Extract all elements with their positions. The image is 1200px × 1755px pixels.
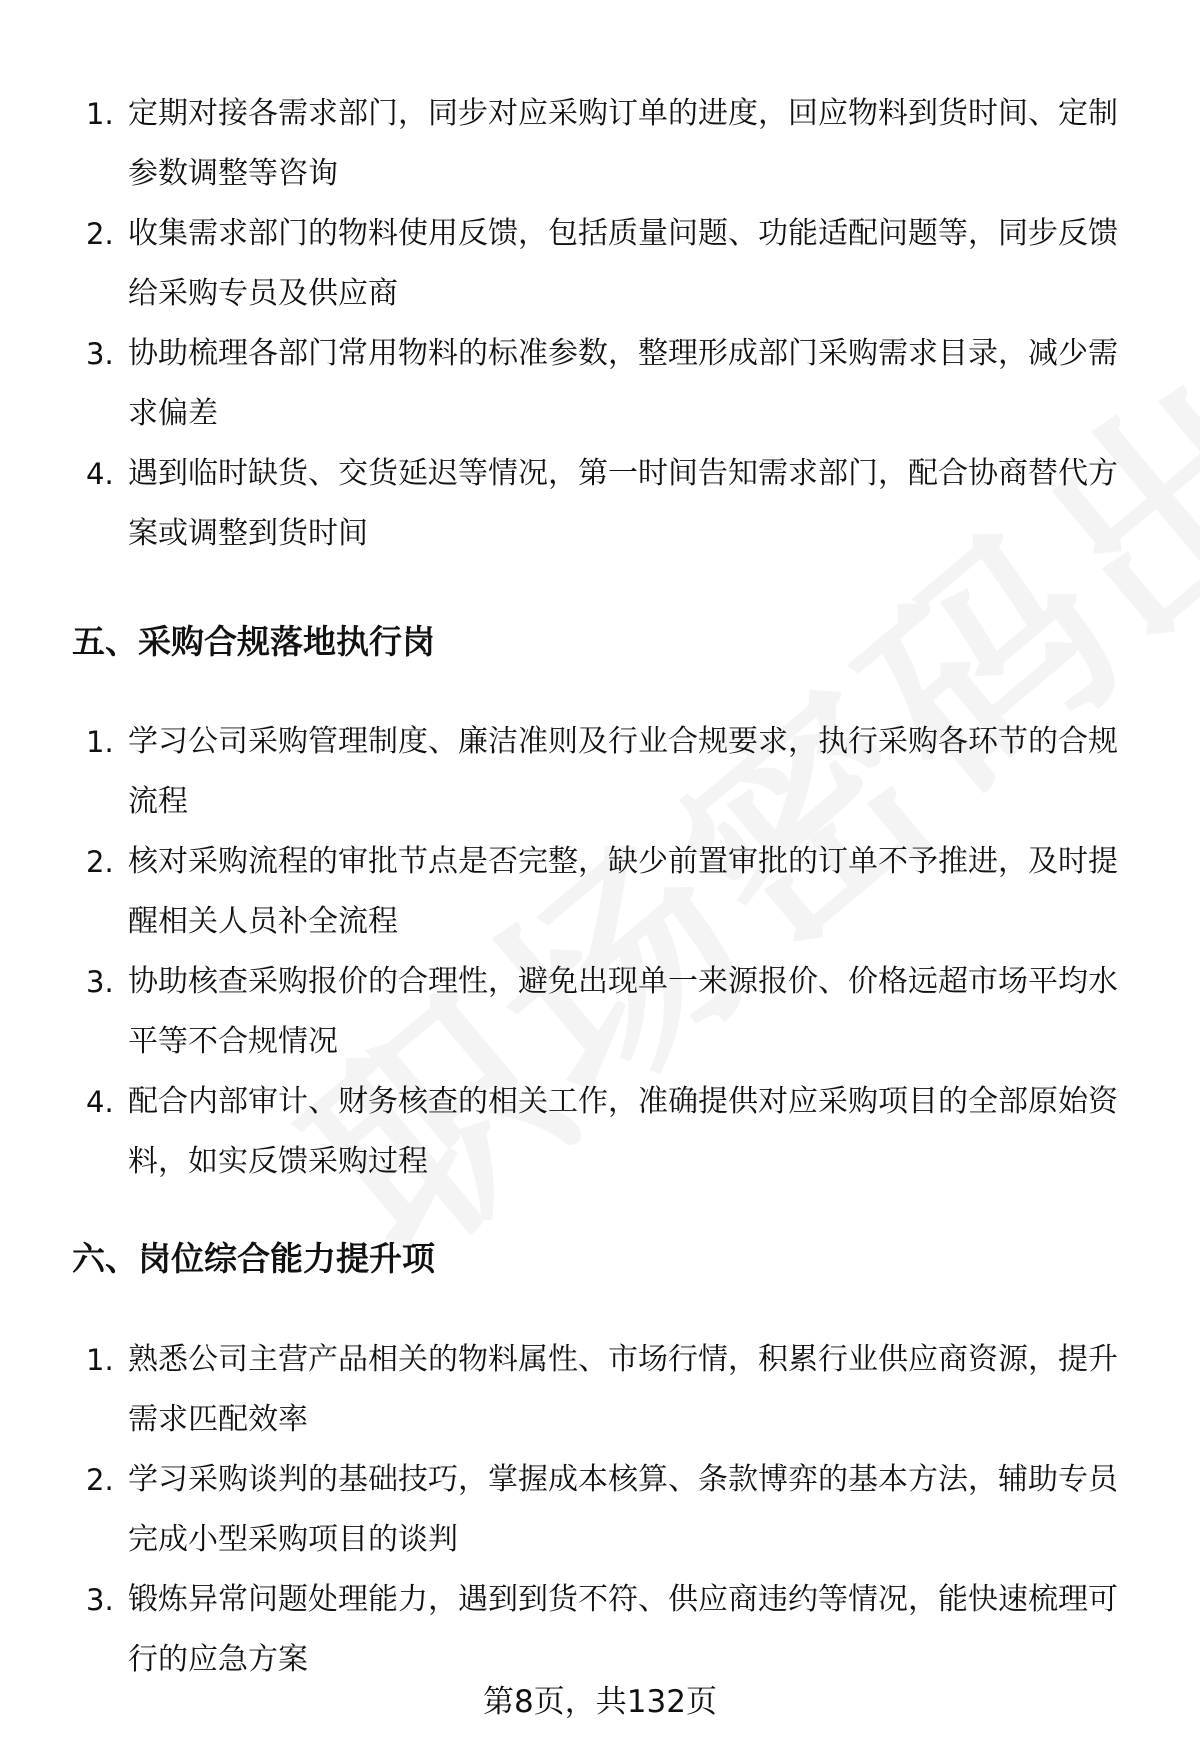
section6-list <box>0 1330 1200 1690</box>
item-text: 配合内部审计、财务核查的相关工作，准确提供对应采购项目的全部原始资料，如实反馈采购过程 <box>128 1084 1118 1179</box>
section4-list <box>0 84 1200 564</box>
section5-heading: 五、采购合规落地执行岗 <box>72 622 435 661</box>
item-text: 核对采购流程的审批节点是否完整，缺少前置审批的订单不予推进，及时提醒相关人员补全流程 <box>128 844 1118 939</box>
item-text: 遇到临时缺货、交货延迟等情况，第一时间告知需求部门，配合协商替代方案或调整到货时间 <box>128 456 1118 551</box>
list-item <box>0 204 1200 324</box>
item-text: 学习公司采购管理制度、廉洁准则及行业合规要求，执行采购各环节的合规流程 <box>128 724 1118 819</box>
list-item <box>0 84 1200 204</box>
list-item <box>0 444 1200 564</box>
list-item <box>0 1072 1200 1192</box>
item-number: 1. <box>86 725 114 759</box>
list-item <box>0 952 1200 1072</box>
item-text: 收集需求部门的物料使用反馈，包括质量问题、功能适配问题等，同步反馈给采购专员及供应商 <box>128 216 1118 311</box>
list-item <box>0 1570 1200 1690</box>
item-number: 3. <box>86 337 114 371</box>
item-number: 1. <box>86 1343 114 1377</box>
page-number: 第8页，共132页 <box>483 1684 717 1720</box>
list-item <box>0 1450 1200 1570</box>
item-text: 熟悉公司主营产品相关的物料属性、市场行情，积累行业供应商资源，提升需求匹配效率 <box>128 1342 1118 1437</box>
item-text: 定期对接各需求部门，同步对应采购订单的进度，回应物料到货时间、定制参数调整等咨询 <box>128 96 1118 191</box>
item-number: 3. <box>86 965 114 999</box>
item-number: 4. <box>86 1085 114 1119</box>
section6-heading: 六、岗位综合能力提升项 <box>72 1239 435 1278</box>
item-number: 2. <box>86 845 114 879</box>
item-number: 2. <box>86 1463 114 1497</box>
item-text: 协助梳理各部门常用物料的标准参数，整理形成部门采购需求目录，减少需求偏差 <box>128 336 1118 431</box>
section5-list <box>0 712 1200 1192</box>
item-text: 锻炼异常问题处理能力，遇到到货不符、供应商违约等情况，能快速梳理可行的应急方案 <box>128 1582 1118 1677</box>
list-item <box>0 1330 1200 1450</box>
item-text: 协助核查采购报价的合理性，避免出现单一来源报价、价格远超市场平均水平等不合规情况 <box>128 964 1118 1059</box>
list-item <box>0 712 1200 832</box>
item-text: 学习采购谈判的基础技巧，掌握成本核算、条款博弈的基本方法，辅助专员完成小型采购项目的谈判 <box>128 1462 1118 1557</box>
item-number: 3. <box>86 1583 114 1617</box>
list-item <box>0 832 1200 952</box>
list-item <box>0 324 1200 444</box>
item-number: 1. <box>86 97 114 131</box>
item-number: 2. <box>86 217 114 251</box>
item-number: 4. <box>86 457 114 491</box>
